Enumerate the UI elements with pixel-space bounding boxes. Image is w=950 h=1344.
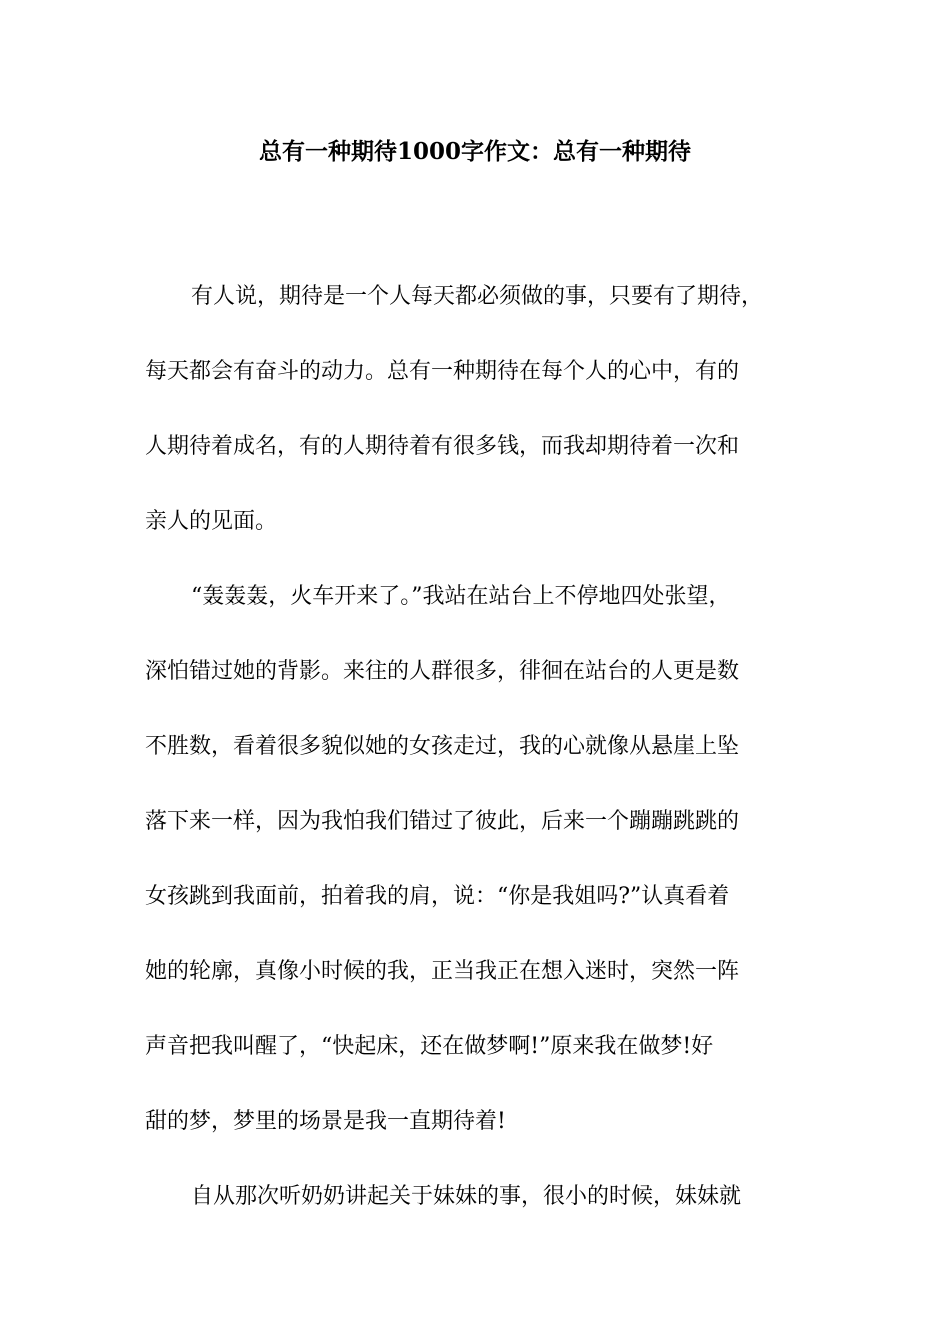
- paragraph-2-line-2: 深怕错过她的背影。来往的人群很多，徘徊在站台的人更是数: [145, 659, 740, 684]
- paragraph-2-line-7: 声音把我叫醒了，“快起床，还在做梦啊!”原来我在做梦!好: [145, 1034, 714, 1059]
- paragraph-2-line-3: 不胜数，看着很多貌似她的女孩走过，我的心就像从悬崖上坠: [145, 734, 740, 759]
- paragraph-2-line-5: 女孩跳到我面前，拍着我的肩，说：“你是我姐吗?”认真看着: [145, 884, 730, 909]
- paragraph-2-line-4: 落下来一样，因为我怕我们错过了彼此，后来一个蹦蹦跳跳的: [145, 809, 740, 834]
- paragraph-2-line-6: 她的轮廓，真像小时候的我，正当我正在想入迷时，突然一阵: [145, 959, 740, 984]
- paragraph-1-line-3: 人期待着成名，有的人期待着有很多钱，而我却期待着一次和: [145, 434, 740, 459]
- paragraph-2-line-1: “轰轰轰，火车开来了。”我站在站台上不停地四处张望，: [191, 584, 731, 609]
- paragraph-1-line-1: 有人说，期待是一个人每天都必须做的事，只要有了期待，: [191, 284, 764, 309]
- document-body: [145, 259, 825, 1234]
- paragraph-2-line-8: 甜的梦，梦里的场景是我一直期待着!: [145, 1109, 506, 1134]
- paragraph-1-line-2: 每天都会有奋斗的动力。总有一种期待在每个人的心中，有的: [145, 359, 740, 384]
- paragraph-1-line-4: 亲人的见面。: [145, 509, 278, 534]
- document-title: 总有一种期待1000字作文：总有一种期待: [258, 138, 691, 165]
- paragraph-3-line-1: 自从那次听奶奶讲起关于妹妹的事，很小的时候，妹妹就: [191, 1184, 742, 1209]
